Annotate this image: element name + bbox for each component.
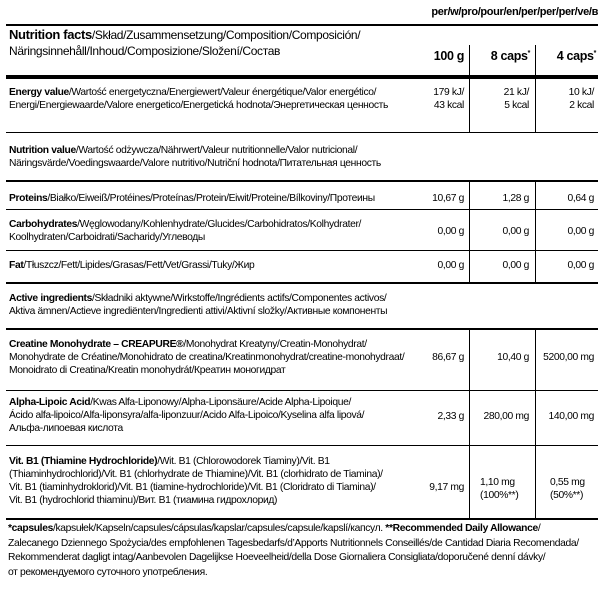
col-header-100g: 100 g xyxy=(433,49,464,63)
proteins-label-rest: /Białko/Eiweiß/Protéines/Proteínas/Protein/Eiwit/Proteine/Bílkoviny/Протеины xyxy=(47,193,375,204)
proteins-divider xyxy=(6,209,598,210)
col-header-8caps xyxy=(470,50,530,63)
active-label-bold: Active ingredients xyxy=(9,293,92,304)
title-bold: Nutrition facts xyxy=(9,27,92,42)
col-sep-2-creatine xyxy=(535,330,536,390)
fat-label-rest: /Tłuszcz/Fett/Lipides/Grasas/Fett/Vet/Grassi/Tuky/Жир xyxy=(23,260,255,271)
creatine-8caps: 10,40 g xyxy=(497,352,529,363)
energy-100g-kj: 179 kJ/ xyxy=(433,87,464,98)
energy-label-rest-1: /Wartość energetyczna/Energiewert/Valeur énergétique/Valor energético/ xyxy=(68,87,377,98)
carbs-label-rest-1: /Węglowodany/Kohlenhydrate/Glucides/Carbohidratos/Kolhydrater/ xyxy=(77,219,362,230)
energy-8caps xyxy=(470,86,529,112)
footnote-double-star: ** xyxy=(382,523,393,534)
energy-8caps-kj: 21 kJ/ xyxy=(503,87,529,98)
col-sep-2-ala xyxy=(535,391,536,445)
creatine-label-rest-2: Monohydrate de Créatine/Monohidrato de creatina/Kreatinmonohydrat/creatine-monohydraat/ xyxy=(9,352,405,363)
col-sep-1-creatine xyxy=(469,330,470,390)
carbs-8caps: 0,00 g xyxy=(502,226,529,237)
active-label-rest-1: /Składniki aktywne/Wirkstoffe/Ingrédients actifs/Componentes activos/ xyxy=(91,293,387,304)
nutrition-value-label xyxy=(9,144,569,170)
b1-8caps xyxy=(480,476,535,502)
carbs-label-bold: Carbohydrates xyxy=(9,219,78,230)
col-sep-1-fat xyxy=(469,251,470,282)
col-sep-2-fat xyxy=(535,251,536,282)
col-sep-1-proteins xyxy=(469,182,470,209)
creatine-label-rest-1: /Monohydrat Kreatyny/Creatin-Monohydrat/ xyxy=(183,339,367,350)
col-header-4caps-text: 4 caps xyxy=(556,49,594,63)
title-rest-1: /Skład/Zusammensetzung/Composition/Composición/ xyxy=(91,28,361,42)
energy-4caps-kcal: 2 kcal xyxy=(569,100,594,111)
col-sep-1-energy xyxy=(469,78,470,132)
carbs-divider xyxy=(6,250,598,251)
energy-100g-kcal: 43 kcal xyxy=(433,100,464,111)
ala-8caps: 280,00 mg xyxy=(483,411,529,422)
col-sep-1-b1 xyxy=(469,446,470,518)
header-divider xyxy=(6,75,598,79)
proteins-100g: 10,67 g xyxy=(432,193,464,204)
nutrition-value-divider xyxy=(6,180,598,182)
ala-label-bold: Alpha-Lipoic Acid xyxy=(9,397,91,408)
creatine-label xyxy=(9,338,409,377)
col-sep-1-carbs xyxy=(469,210,470,250)
fat-100g: 0,00 g xyxy=(437,260,464,271)
col-header-4caps xyxy=(536,50,596,63)
b1-8caps-percent: (100%**) xyxy=(480,490,519,501)
b1-4caps-percent: (50%**) xyxy=(550,490,584,501)
footnote-rda: Recommended Daily Allowance xyxy=(392,523,538,534)
creatine-label-bold: Creatine Monohydrate – CREAPURE® xyxy=(9,339,184,350)
footnote-rda-slash: / xyxy=(537,523,541,534)
active-divider xyxy=(6,328,598,330)
ala-divider xyxy=(6,445,598,446)
col-sep-2-energy xyxy=(535,78,536,132)
carbs-4caps: 0,00 g xyxy=(567,226,594,237)
proteins-8caps: 1,28 g xyxy=(502,193,529,204)
fat-divider xyxy=(6,282,598,284)
footnotes xyxy=(8,522,598,580)
energy-4caps-kj: 10 kJ/ xyxy=(568,87,594,98)
b1-divider xyxy=(6,518,598,520)
col-sep-2-proteins xyxy=(535,182,536,209)
b1-label-rest-1: /Wit. B1 (Chlorowodorek Tiaminy)/Vit. B1 xyxy=(157,456,330,467)
carbs-100g: 0,00 g xyxy=(437,226,464,237)
carbs-label xyxy=(9,218,409,244)
fat-label xyxy=(9,259,409,272)
nutrition-value-rest-1: /Wartość odżywcza/Nährwert/Valeur nutritionnelle/Valor nutricional/ xyxy=(75,145,358,156)
col-sep-1-hdr xyxy=(469,45,470,76)
title-rest-2: Näringsinnehåll/Inhoud/Composizione/Složení/Состав xyxy=(9,44,281,58)
active-label xyxy=(9,292,569,318)
b1-4caps-value: 0,55 mg xyxy=(550,477,585,488)
col-header-8caps-text: 8 caps xyxy=(490,49,528,63)
b1-label-rest-2: (Thiaminhydrochlorid)/Vit. B1 (chlorhydrate de Thiamine)/Vit. B1 (clorhidrato de Tiamina)/ xyxy=(9,469,383,480)
carbs-label-rest-2: Koolhydraten/Carboidrati/Sacharidy/Углеводы xyxy=(9,232,205,243)
creatine-divider xyxy=(6,390,598,391)
top-rule xyxy=(6,24,598,26)
table-title xyxy=(9,27,429,59)
b1-label-rest-3: Vit. B1 (tiaminhydroklorid)/Vit. B1 (tiamine-hydrochloride)/Vit. B1 (Cloridrato di Tiamina)/ xyxy=(9,482,376,493)
active-label-rest-2: Aktiva ämnen/Actieve ingrediënten/Ingredienti attivi/Aktivní složky/Активные компоненты xyxy=(9,306,388,317)
ala-4caps: 140,00 mg xyxy=(548,411,594,422)
energy-100g xyxy=(402,86,464,112)
b1-label xyxy=(9,455,409,507)
ala-label-rest-3: Альфа-липоевая кислота xyxy=(9,423,123,434)
energy-label-rest-2: Energi/Energiewaarde/Valore energetico/Energetická hodnota/Энергетическая ценность xyxy=(9,100,389,111)
col-sep-1-ala xyxy=(469,391,470,445)
energy-8caps-kcal: 5 kcal xyxy=(504,100,529,111)
footnote-line-2: Zalecanego Dziennego Spożycia/des empfohlenen Tagesbedarfs/d’Apports Nutritionnels Conseillés/de Cantidad Diaria Recomendada/ xyxy=(8,537,579,549)
footnote-capsules: capsules xyxy=(11,523,53,534)
footnote-line-1 xyxy=(8,522,598,537)
footnote-line-4: от рекомендуемого суточного употребления. xyxy=(8,566,208,578)
footnote-star: * xyxy=(8,523,12,534)
b1-8caps-value: 1,10 mg xyxy=(480,477,515,488)
energy-divider xyxy=(6,132,598,133)
creatine-4caps: 5200,00 mg xyxy=(543,352,594,363)
nutrition-value-rest-2: Näringsvärde/Voedingswaarde/Valore nutritivo/Nutriční hodnota/Питательная ценность xyxy=(9,158,381,169)
footnote-capsules-rest: /kapsułek/Kapseln/capsules/cápsulas/kapslar/capsules/capsule/kapslí/капсул. xyxy=(52,523,383,534)
energy-4caps xyxy=(536,86,594,112)
b1-4caps xyxy=(550,476,598,502)
fat-label-bold: Fat xyxy=(9,260,24,271)
ala-label xyxy=(9,396,409,435)
b1-label-rest-4: Vit. B1 (hydrochlorid thiaminu)/Вит. B1 (тиамина гидрохлорид) xyxy=(9,495,278,506)
proteins-4caps: 0,64 g xyxy=(567,193,594,204)
col-sep-2-hdr xyxy=(535,45,536,76)
ala-label-rest-1: /Kwas Alfa-Liponowy/Alpha-Liponsäure/Acide Alpha-Lipoique/ xyxy=(90,397,351,408)
col-header-4caps-mark: * xyxy=(593,49,596,57)
col-header-8caps-mark: * xyxy=(527,49,530,57)
proteins-label xyxy=(9,192,409,205)
b1-100g: 9,17 mg xyxy=(429,482,464,493)
fat-4caps: 0,00 g xyxy=(567,260,594,271)
footnote-line-3: Rekommenderat dagligt intag/Aanbevolen Dagelijkse Hoeveelheid/della Dose Giornaliera Consigliata/doporučené denní dávky/ xyxy=(8,552,546,563)
b1-label-bold: Vit. B1 (Thiamine Hydrochloride) xyxy=(9,456,158,467)
col-sep-2-b1 xyxy=(535,446,536,518)
per-header: per/w/pro/pour/en/per/per/per/ve/в xyxy=(431,6,598,18)
ala-label-rest-2: Ácido alfa-lipoico/Alfa-liponsyra/alfa-liponzuur/Acido Alfa-Lipoico/Kyselina alfa lipová/ xyxy=(9,410,365,421)
fat-8caps: 0,00 g xyxy=(502,260,529,271)
nutrition-value-bold: Nutrition value xyxy=(9,145,76,156)
ala-100g: 2,33 g xyxy=(437,411,464,422)
proteins-label-bold: Proteins xyxy=(9,193,48,204)
energy-label-bold: Energy value xyxy=(9,87,69,98)
creatine-label-rest-3: Monoidrato di Creatina/Kreatin monohydrát/Креатин моногидрат xyxy=(9,365,286,376)
creatine-100g: 86,67 g xyxy=(432,352,464,363)
energy-label xyxy=(9,86,409,112)
col-sep-2-carbs xyxy=(535,210,536,250)
